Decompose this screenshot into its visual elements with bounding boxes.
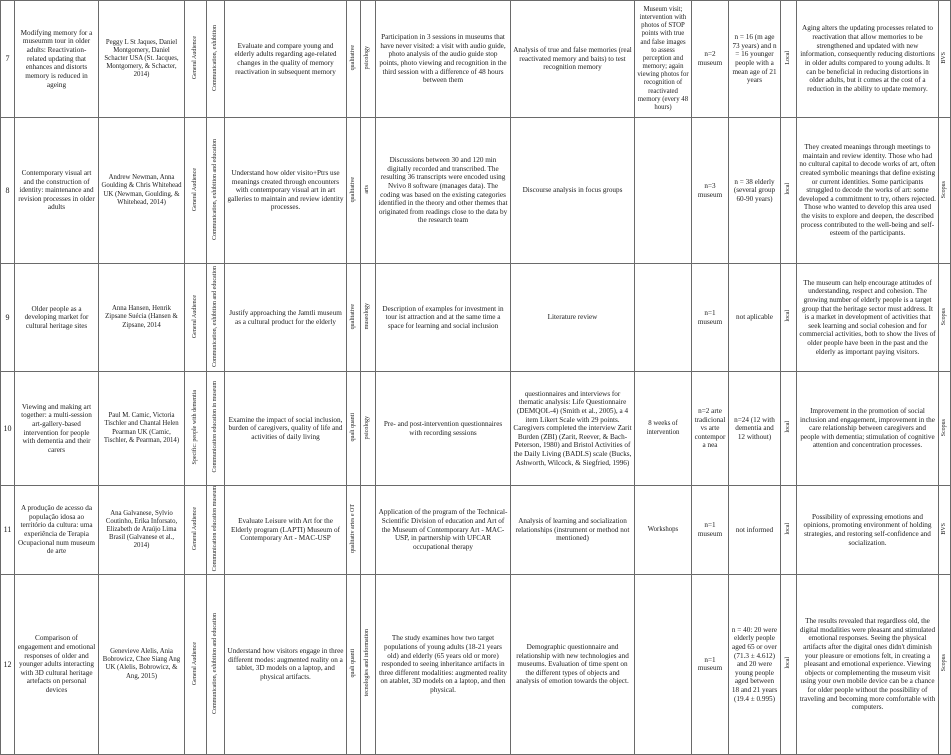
study-title: Modifying memory for a museumm tour in older adults: Reactivation-related updating that enhances and distorts memory is reduced in ageing bbox=[20, 28, 93, 89]
study-setting-cell bbox=[692, 118, 729, 264]
row-number: 10 bbox=[3, 423, 12, 433]
table-row bbox=[1, 372, 951, 486]
study-method-cell bbox=[376, 486, 511, 575]
intervention-cell bbox=[635, 264, 692, 372]
study-sample: n = 40: 20 were elderly people aged 65 or over (71.3 ± 4.612) and 20 were young people aged between 18 and 21 years (19.4 ± 0.995) bbox=[731, 625, 778, 703]
study-results-cell bbox=[797, 486, 939, 575]
source-database: Scopus bbox=[940, 654, 947, 672]
museum-purpose: Communication education in museum bbox=[211, 381, 218, 473]
study-method-cell bbox=[376, 372, 511, 486]
museum-purpose: Communication, exhibition and education bbox=[211, 138, 218, 240]
data-analysis: Discourse analysis in focus groups bbox=[522, 186, 623, 195]
study-authors-cell bbox=[99, 118, 185, 264]
row-number-cell bbox=[1, 118, 15, 264]
study-sample-cell bbox=[729, 574, 781, 754]
study-title: A produção de acesso da população idosa ao território da cultura: uma experiência de Terapia Ocupacional num museum de arte bbox=[17, 504, 96, 556]
study-objective: Justify approaching the Jamtli museum as a cultural product for the elderly bbox=[229, 308, 342, 326]
study-objective-cell bbox=[225, 486, 347, 575]
knowledge-area: psicology bbox=[364, 46, 371, 70]
study-authors-cell bbox=[99, 1, 185, 118]
knowledge-area: psicology bbox=[364, 415, 371, 439]
study-authors-cell bbox=[99, 372, 185, 486]
intervention-cell bbox=[635, 1, 692, 118]
data-analysis-cell bbox=[511, 1, 635, 118]
study-setting: n=1 museum bbox=[697, 521, 723, 538]
study-scope-cell bbox=[781, 486, 797, 575]
source-database: BVS bbox=[940, 522, 947, 535]
study-sample: not aplicable bbox=[736, 313, 773, 322]
target-audience-cell bbox=[185, 372, 207, 486]
study-results-cell bbox=[797, 574, 939, 754]
study-method: The study examines how two target populations of young adults (18-21 years old) and elderly (65 years old or more) responded to seeing inheritance artifacts in three different modalities: augmented reality on atablet, 3D models on a laptop, and then physical. bbox=[379, 634, 507, 695]
museum-purpose: Communication, exhibition and education bbox=[211, 265, 218, 367]
row-number-cell bbox=[1, 1, 15, 118]
study-setting-cell bbox=[692, 1, 729, 118]
source-database-cell bbox=[939, 264, 951, 372]
source-database-cell bbox=[939, 372, 951, 486]
museum-purpose-cell bbox=[207, 264, 225, 372]
data-analysis: Analysis of true and false memories (real reactivated memory and baits) to test recognition memory bbox=[513, 46, 632, 72]
study-results: Aging alters the updating processes related to reactivation that allow memories to be strengthened and updated with new information, consequently reducing distortions in older adults compared to young adults. It can be beneficial in reducing distortions in older adults, but it comes at the cost of a reduction in the ability to update memory. bbox=[800, 24, 935, 93]
knowledge-area: arts bbox=[364, 184, 371, 194]
target-audience: General Audience bbox=[191, 167, 198, 211]
study-objective-cell bbox=[225, 118, 347, 264]
table-row bbox=[1, 574, 951, 754]
source-database: BVS bbox=[940, 51, 947, 64]
museum-purpose-cell bbox=[207, 1, 225, 118]
study-approach: quali quanti bbox=[349, 648, 356, 678]
study-method: Pre- and post-intervention questionnaires with recording sessions bbox=[383, 419, 503, 437]
study-approach-cell bbox=[347, 118, 361, 264]
study-results: The results revealed that regardless old, the digital modalities were pleasant and stimulated emotional responses. Seeing the physical artifacts after the digital ones didn't diminish your pleasure or emotions felt, in creating a pleasant and emotional experience. Viewing objects or complementing the museum visit using your own mobile device can be a chance for older people without the possibility of traveling and becoming more comfortable with computers. bbox=[799, 616, 936, 712]
study-sample: n = 16 (m age 73 years) and n = 16 younger people with a mean age of 21 years bbox=[732, 33, 777, 85]
source-database: Scopus bbox=[940, 307, 947, 325]
intervention: 8 weeks of intervention bbox=[646, 420, 680, 436]
study-title-cell bbox=[15, 1, 99, 118]
intervention-cell bbox=[635, 574, 692, 754]
study-title: Comparison of engagement and emotional responses of older and younger adults interacting with 3D cultural heritage artefacts on personal devices bbox=[17, 634, 96, 695]
study-approach-cell bbox=[347, 486, 361, 575]
study-scope-cell bbox=[781, 264, 797, 372]
study-setting-cell bbox=[692, 574, 729, 754]
table-row bbox=[1, 1, 951, 118]
study-setting: n=3 museum bbox=[697, 181, 723, 199]
study-objective: Understand how older visito+Ptrs use meanings created through encounters with contemporary visual art in art galleries to maintain and review identity processes. bbox=[227, 168, 344, 212]
row-number-cell bbox=[1, 574, 15, 754]
museum-purpose-cell bbox=[207, 372, 225, 486]
study-approach: qualitative bbox=[349, 303, 356, 329]
study-sample-cell bbox=[729, 1, 781, 118]
study-objective-cell bbox=[225, 264, 347, 372]
study-objective: Examine the impact of social inclusion, burden of caregivers, quality of life and activities of daily living bbox=[228, 415, 343, 441]
data-analysis: Literature review bbox=[547, 313, 598, 322]
study-setting: n=1 museum bbox=[697, 655, 723, 673]
study-authors: Anna Hansen, Henrik Zipsane Suécia (Hansen & Zipsane, 2014 bbox=[105, 305, 178, 329]
knowledge-area-cell bbox=[361, 1, 376, 118]
row-number-cell bbox=[1, 372, 15, 486]
study-approach-cell bbox=[347, 372, 361, 486]
study-authors: Ana Galvanese, Sylvio Coutinho, Erika Inforsato, Elizabeth de Araújo Lima Brasil (Galvanese et al., 2014) bbox=[105, 509, 178, 550]
study-authors: Peggy L St Jaques, Daniel Montgomery, Daniel Schacter USA (St. Jacques, Montgomery, & Schacter, 2014) bbox=[104, 38, 179, 79]
study-authors: Andrew Newman, Anna Goulding & Chris Whitehead UK (Newman, Goulding, & Whitehead, 2014) bbox=[101, 174, 182, 206]
study-results: They created meanings through meetings to maintain and review identity. Those who had no cultural capital to decode works of art, often created symbolic meanings that define existing or current identities. Some participants struggled to decode the works of art: some developed a commitment to try, others rejected. Those who wanted to develop this area used the visits to explore and deepen, the described process contributed to the well-being and self-esteem of the participants. bbox=[799, 142, 936, 238]
study-authors: Paul M. Camic, Victoria Tischler and Chantal Helen Pearman UK (Camic, Tischler, & Pearman, 2014) bbox=[103, 412, 180, 444]
source-database-cell bbox=[939, 1, 951, 118]
study-results: Improvement in the promotion of social inclusion and engagement, improvement in the care relationship between caregivers and people with dementia; stimulation of cognitive attention and concentration processes. bbox=[800, 406, 935, 450]
study-scope: local bbox=[784, 657, 791, 669]
study-setting-cell bbox=[692, 372, 729, 486]
data-analysis: Analysis of learning and socialization relationships (instrument or method not mentioned) bbox=[515, 517, 630, 543]
study-objective: Evaluate and compare young and elderly adults regarding age-related changes in the quality of memory reactivation in subsequent memory bbox=[234, 41, 337, 76]
study-sample: n = 38 elderly (several group 60-90 years) bbox=[733, 177, 776, 203]
study-approach: qualitativ artes e OT bbox=[349, 504, 356, 554]
target-audience: General Audience bbox=[191, 507, 198, 551]
study-approach-cell bbox=[347, 574, 361, 754]
study-sample-cell bbox=[729, 264, 781, 372]
study-scope-cell bbox=[781, 1, 797, 118]
study-scope: Local bbox=[784, 50, 791, 65]
study-title-cell bbox=[15, 118, 99, 264]
data-analysis: questionnaires and interviews for thematic analysis: Life Questionnaire (DEMQOL-4) (Smith et al., 2005), a 4 item Likert Scale with 29 points. Caregivers completed the interview Zarit Burden (ZBI) (Zarit, Reever, & Bach-Peterson, 1980) and Bristol Activities of the Daily Living (BADLS) scale (Bucks, Ashworth, Wilcock, & Siegfried, 1996) bbox=[513, 389, 632, 467]
data-analysis-cell bbox=[511, 372, 635, 486]
target-audience: General Audience bbox=[191, 641, 198, 685]
study-authors-cell bbox=[99, 486, 185, 575]
target-audience-cell bbox=[185, 1, 207, 118]
study-scope: local bbox=[784, 522, 791, 535]
source-database-cell bbox=[939, 574, 951, 754]
data-analysis-cell bbox=[511, 574, 635, 754]
study-authors: Genevieve Alelis, Ania Bobrowicz, Chee Siang Ang UK (Alelis, Bobrowicz, & Ang, 2015) bbox=[102, 648, 181, 680]
row-number: 9 bbox=[5, 312, 10, 322]
knowledge-area: museology bbox=[364, 303, 371, 330]
table-row bbox=[1, 118, 951, 264]
study-setting: n=1 museum bbox=[697, 308, 723, 326]
source-database: Scopus bbox=[940, 418, 947, 436]
study-setting-cell bbox=[692, 486, 729, 575]
study-setting: n=2 museum bbox=[697, 50, 723, 67]
intervention-cell bbox=[635, 486, 692, 575]
study-title: Older people as a developing market for cultural heritage sites bbox=[24, 304, 89, 330]
source-database-cell bbox=[939, 486, 951, 575]
study-sample-cell bbox=[729, 118, 781, 264]
museum-purpose: Communication, exhibition and education bbox=[211, 612, 218, 714]
study-results-cell bbox=[797, 372, 939, 486]
study-results-cell bbox=[797, 264, 939, 372]
row-number: 11 bbox=[3, 525, 12, 535]
row-number-cell bbox=[1, 264, 15, 372]
study-title-cell bbox=[15, 574, 99, 754]
source-database-cell bbox=[939, 118, 951, 264]
study-method-cell bbox=[376, 118, 511, 264]
study-sample-cell bbox=[729, 372, 781, 486]
target-audience: Specific: people with dementia bbox=[191, 389, 198, 465]
study-authors-cell bbox=[99, 574, 185, 754]
intervention: Museum visit; intervention with photos of STOP points with true and false images to assess perception and memory; again viewing photos for recognition of reactivated memory (every 48 hours) bbox=[637, 5, 689, 111]
study-title-cell bbox=[15, 264, 99, 372]
row-number: 8 bbox=[5, 185, 10, 195]
knowledge-area-cell bbox=[361, 372, 376, 486]
study-method: Description of examples for investment in tour ist attraction and at the same time a space for learning and social inclusion bbox=[382, 304, 504, 330]
data-analysis-cell bbox=[511, 486, 635, 575]
study-objective: Understand how visitors engage in three different modes: augmented reality on a tablet, 3D models on a laptop, and physical artifacts. bbox=[227, 647, 344, 682]
knowledge-area-cell bbox=[361, 486, 376, 575]
table-row bbox=[1, 486, 951, 575]
source-database: Scopus bbox=[940, 180, 947, 198]
data-analysis: Demographic questionnaire and relationship with new technologies and museums. Evaluation of time spent on the different types of objects and analysis of emotion towards the object. bbox=[516, 642, 629, 686]
study-approach: quali quanti bbox=[349, 412, 356, 442]
study-objective: Evaluate Leisure with Art for the Elderly program (LAPTI) Museum of Contemporary Art - MAC-USP bbox=[231, 517, 340, 543]
study-approach-cell bbox=[347, 264, 361, 372]
study-approach: qualitative bbox=[349, 176, 356, 202]
study-sample-cell bbox=[729, 486, 781, 575]
table-row bbox=[1, 264, 951, 372]
study-objective-cell bbox=[225, 574, 347, 754]
target-audience: General Audience bbox=[191, 294, 198, 338]
intervention-cell bbox=[635, 118, 692, 264]
target-audience: General Audience bbox=[191, 36, 198, 80]
study-method-cell bbox=[376, 1, 511, 118]
knowledge-area-cell bbox=[361, 264, 376, 372]
museum-purpose-cell bbox=[207, 574, 225, 754]
study-scope-cell bbox=[781, 574, 797, 754]
study-results-cell bbox=[797, 1, 939, 118]
intervention: Workshops bbox=[647, 525, 679, 533]
museum-purpose: Communication, exhibition bbox=[211, 24, 218, 91]
study-scope: local bbox=[784, 183, 791, 196]
target-audience-cell bbox=[185, 574, 207, 754]
study-objective-cell bbox=[225, 372, 347, 486]
study-method-cell bbox=[376, 264, 511, 372]
knowledge-area: tecnologies and information bbox=[364, 629, 371, 697]
study-scope: local bbox=[784, 310, 791, 323]
target-audience-cell bbox=[185, 486, 207, 575]
museum-purpose-cell bbox=[207, 118, 225, 264]
study-scope-cell bbox=[781, 118, 797, 264]
museum-purpose: Communication education museum bbox=[211, 486, 218, 572]
target-audience-cell bbox=[185, 118, 207, 264]
study-scope: local bbox=[784, 421, 791, 434]
museum-purpose-cell bbox=[207, 486, 225, 575]
study-title-cell bbox=[15, 372, 99, 486]
target-audience-cell bbox=[185, 264, 207, 372]
data-analysis-cell bbox=[511, 118, 635, 264]
study-objective-cell bbox=[225, 1, 347, 118]
study-results-cell bbox=[797, 118, 939, 264]
study-title: Viewing and making art together: a multi-session art-gallery-based intervention for people with dementia and their carers bbox=[21, 402, 92, 454]
knowledge-area-cell bbox=[361, 574, 376, 754]
study-method-cell bbox=[376, 574, 511, 754]
study-method: Participation in 3 sessions in museums that have never visited: a visit with audio guide, photo analysis of the audio guide stop points, photo viewing and recognition in the third session with a difference of 48 hours between them bbox=[379, 33, 507, 85]
row-number-cell bbox=[1, 486, 15, 575]
study-sample: not informed bbox=[735, 525, 774, 534]
data-analysis-cell bbox=[511, 264, 635, 372]
study-title-cell bbox=[15, 486, 99, 575]
study-title: Contemporary visual art and the construction of identity: maintenance and revision processes in older adults bbox=[18, 168, 95, 212]
intervention-cell bbox=[635, 372, 692, 486]
study-approach-cell bbox=[347, 1, 361, 118]
row-number: 12 bbox=[3, 659, 12, 669]
study-sample: n=24 (12 with dementia and 12 without) bbox=[734, 415, 775, 441]
knowledge-area-cell bbox=[361, 118, 376, 264]
study-method: Application of the program of the Technical-Scientific Division of education and Art of the Museum of Contemporary Art - MAC-USP, in partnership with UFCAR occupational therapy bbox=[378, 508, 508, 551]
study-results: Possibility of expressing emotions and opinions, promoting environment of holding strategies, and restoring self-confidence and socialization. bbox=[803, 512, 932, 547]
study-authors-cell bbox=[99, 264, 185, 372]
study-results: The museum can help encourage attitudes of understanding, respect and cohesion. The growing number of elderly people is a target group that the heritage sector must address. It is a market in development of activities that seek learning and social cohesion and for commercial activities, both to show the lives of older people have been in the past and the elderly as important paying visitors. bbox=[799, 278, 936, 356]
row-number: 7 bbox=[5, 54, 10, 64]
study-setting-cell bbox=[692, 264, 729, 372]
study-approach: qualitative bbox=[349, 45, 356, 71]
study-scope-cell bbox=[781, 372, 797, 486]
study-method: Discussions between 30 and 120 min digitally recorded and transcribed. The resulting 36 transcripts were encoded using Nvivo 8 software (manages data). The coding was based on the existing categories identified in the theory and other themes that originated from readings close to the data by the research team bbox=[378, 155, 508, 225]
study-setting: n=2 arte tradicional vs arte contempora nea bbox=[694, 406, 726, 450]
